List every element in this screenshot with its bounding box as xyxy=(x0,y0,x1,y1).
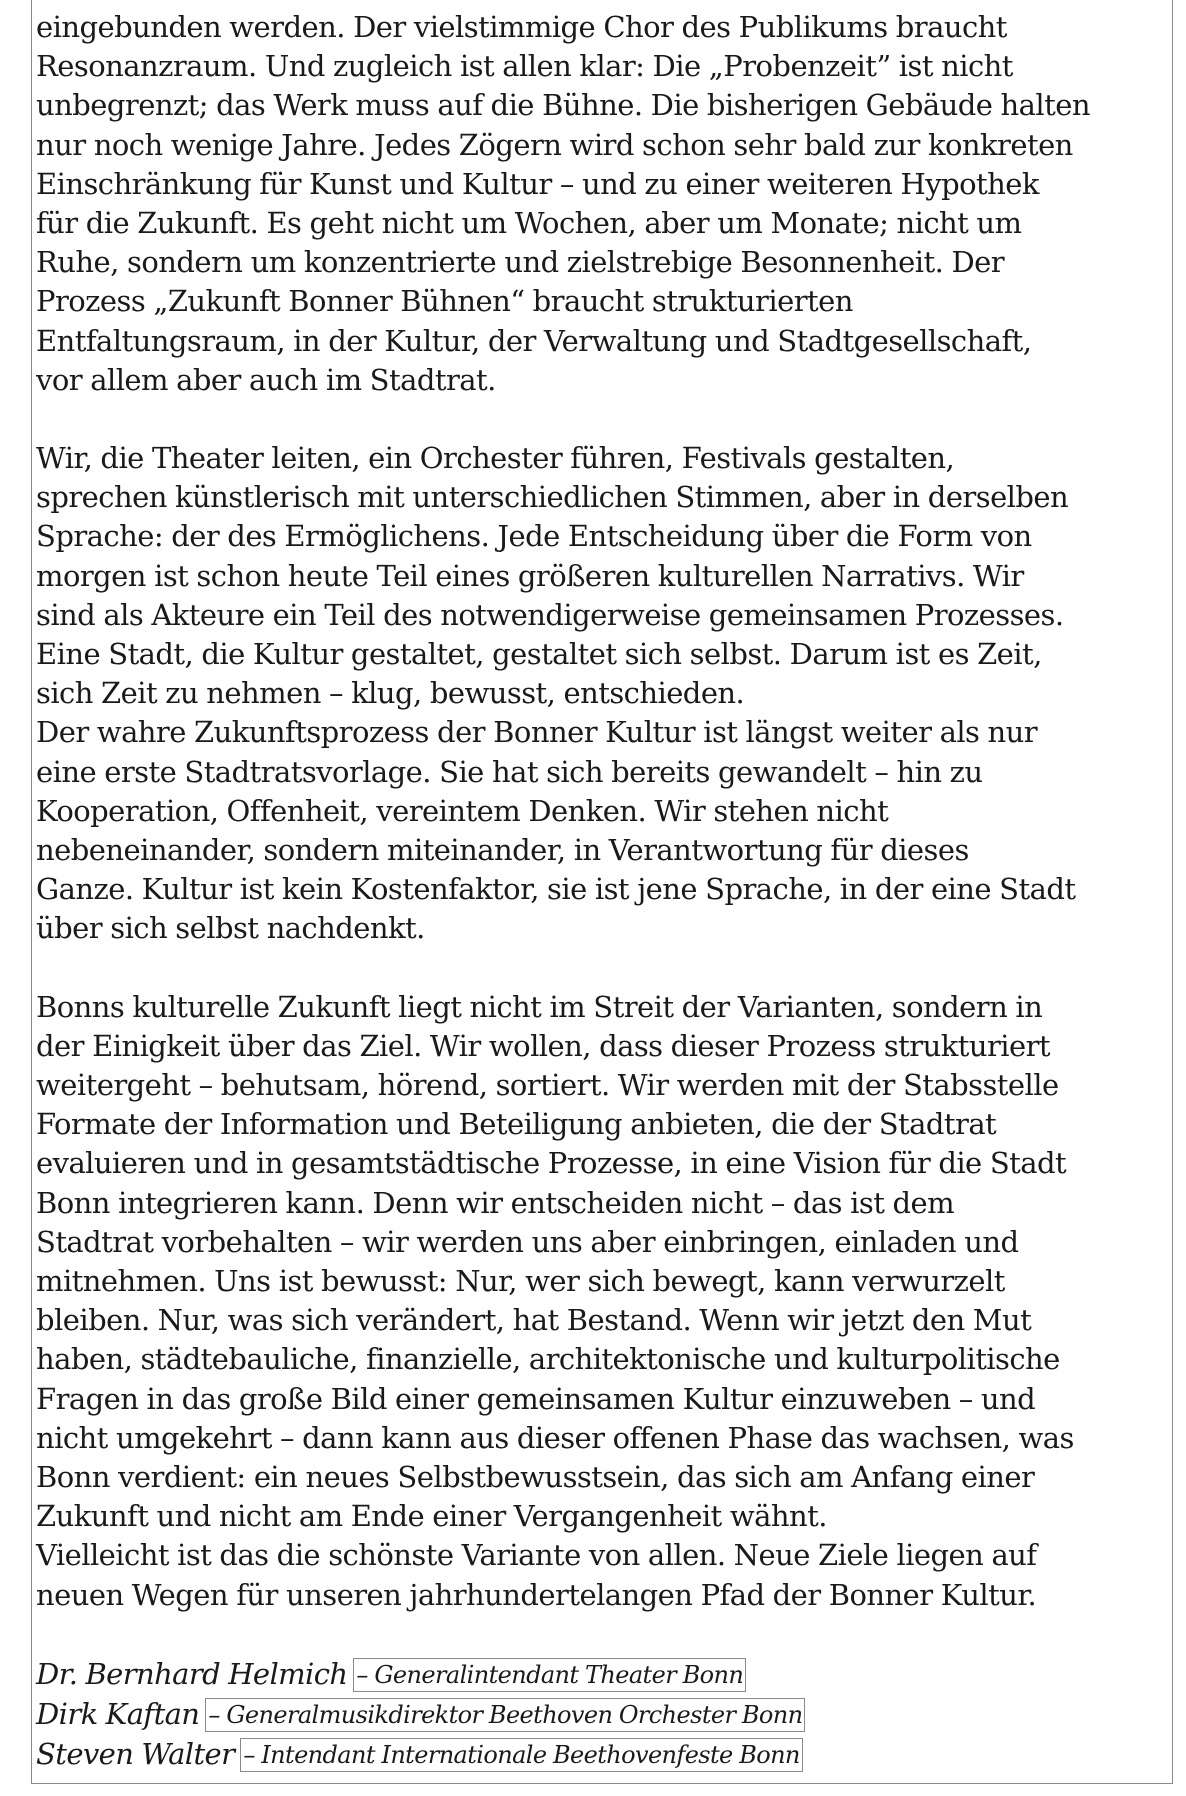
signatory-name: Dr. Bernhard Helmich xyxy=(36,1656,348,1691)
text-line: Einschränkung für Kunst und Kultur – und zu einer weiteren Hypothek xyxy=(36,166,1039,201)
text-line: der Einigkeit über das Ziel. Wir wollen, dass dieser Prozess strukturiert xyxy=(36,1028,1051,1063)
signature-block xyxy=(36,1654,1170,1774)
text-line: Wir, die Theater leiten, ein Orchester führen, Festivals gestalten, xyxy=(36,441,955,476)
text-line: Prozess „Zukunft Bonner Bühnen“ braucht strukturierten xyxy=(36,284,853,319)
text-line: haben, städtebauliche, finanzielle, architektonische und kulturpolitische xyxy=(36,1342,1060,1377)
text-line: Der wahre Zukunftsprozess der Bonner Kultur ist längst weiter als nur xyxy=(36,715,1038,750)
text-line: Stadtrat vorbehalten – wir werden uns aber einbringen, einladen und xyxy=(36,1224,1019,1259)
text-line: Formate der Information und Beteiligung anbieten, die der Stadtrat xyxy=(36,1107,997,1142)
text-line: für die Zukunft. Es geht nicht um Wochen, aber um Monate; nicht um xyxy=(36,205,1022,240)
paragraph-gap xyxy=(36,400,1170,439)
paragraph-2 xyxy=(36,439,1170,948)
text-line: morgen ist schon heute Teil eines größeren kulturellen Narrativs. Wir xyxy=(36,558,1024,593)
text-line: Zukunft und nicht am Ende einer Vergangenheit wähnt. xyxy=(36,1499,827,1534)
text-line: sprechen künstlerisch mit unterschiedlichen Stimmen, aber in derselben xyxy=(36,480,1069,515)
text-line: evaluieren und in gesamtstädtische Prozesse, in eine Vision für die Stadt xyxy=(36,1146,1067,1181)
text-line: Ganze. Kultur ist kein Kostenfaktor, sie ist jene Sprache, in der eine Stadt xyxy=(36,872,1076,907)
paragraph-1 xyxy=(36,8,1170,400)
text-line: eine erste Stadtratsvorlage. Sie hat sich bereits gewandelt – hin zu xyxy=(36,754,983,789)
signatory-role: – Generalintendant Theater Bonn xyxy=(353,1658,746,1692)
text-line: nur noch wenige Jahre. Jedes Zögern wird schon sehr bald zur konkreten xyxy=(36,127,1073,162)
text-line: Ruhe, sondern um konzentrierte und zielstrebige Besonnenheit. Der xyxy=(36,245,1005,280)
text-line: Fragen in das große Bild einer gemeinsamen Kultur einzuweben – und xyxy=(36,1381,1036,1416)
text-line: nebeneinander, sondern miteinander, in Verantwortung für dieses xyxy=(36,832,969,867)
text-line: Kooperation, Offenheit, vereintem Denken. Wir stehen nicht xyxy=(36,793,889,828)
text-line: sich Zeit zu nehmen – klug, bewusst, entschieden. xyxy=(36,676,745,711)
text-line: unbegrenzt; das Werk muss auf die Bühne. Die bisherigen Gebäude halten xyxy=(36,88,1090,123)
text-line: sind als Akteure ein Teil des notwendigerweise gemeinsamen Prozesses. xyxy=(36,597,1064,632)
signatory-role: – Intendant Internationale Beethovenfeste Bonn xyxy=(240,1738,802,1772)
text-line: neuen Wegen für unseren jahrhundertelangen Pfad der Bonner Kultur. xyxy=(36,1577,1037,1612)
text-line: nicht umgekehrt – dann kann aus dieser offenen Phase das wachsen, was xyxy=(36,1420,1074,1455)
paragraph-3 xyxy=(36,988,1170,1615)
document-body xyxy=(36,8,1170,1774)
signature-line-helmich xyxy=(36,1654,1170,1694)
signatory-name: Steven Walter xyxy=(36,1736,235,1771)
text-line: Bonn integrieren kann. Denn wir entscheiden nicht – das ist dem xyxy=(36,1185,955,1220)
signatory-role: – Generalmusikdirektor Beethoven Orchester Bonn xyxy=(205,1698,805,1732)
paragraph-gap xyxy=(36,949,1170,988)
paragraph-gap xyxy=(36,1615,1170,1654)
signature-line-walter xyxy=(36,1734,1170,1774)
text-line: Eine Stadt, die Kultur gestaltet, gestaltet sich selbst. Darum ist es Zeit, xyxy=(36,637,1042,671)
text-line: Vielleicht ist das die schönste Variante von allen. Neue Ziele liegen auf xyxy=(36,1538,1037,1573)
text-line: Entfaltungsraum, in der Kultur, der Verwaltung und Stadtgesellschaft, xyxy=(36,323,1032,358)
signatory-name: Dirk Kaftan xyxy=(36,1696,200,1731)
text-line: Resonanzraum. Und zugleich ist allen klar: Die „Probenzeit” ist nicht xyxy=(36,49,1013,84)
signature-line-kaftan xyxy=(36,1694,1170,1734)
text-line: vor allem aber auch im Stadtrat. xyxy=(36,362,496,397)
text-line: Bonn verdient: ein neues Selbstbewusstsein, das sich am Anfang einer xyxy=(36,1459,1035,1494)
text-line: Sprache: der des Ermöglichens. Jede Entscheidung über die Form von xyxy=(36,519,1032,554)
text-line: eingebunden werden. Der vielstimmige Chor des Publikums braucht xyxy=(36,10,1007,44)
text-line: mitnehmen. Uns ist bewusst: Nur, wer sich bewegt, kann verwurzelt xyxy=(36,1264,1005,1298)
text-line: über sich selbst nachdenkt. xyxy=(36,911,425,946)
text-line: bleiben. Nur, was sich verändert, hat Bestand. Wenn wir jetzt den Mut xyxy=(36,1303,1032,1338)
text-line: weitergeht – behutsam, hörend, sortiert. Wir werden mit der Stabsstelle xyxy=(36,1068,1059,1103)
text-line: Bonns kulturelle Zukunft liegt nicht im Streit der Varianten, sondern in xyxy=(36,989,1043,1024)
